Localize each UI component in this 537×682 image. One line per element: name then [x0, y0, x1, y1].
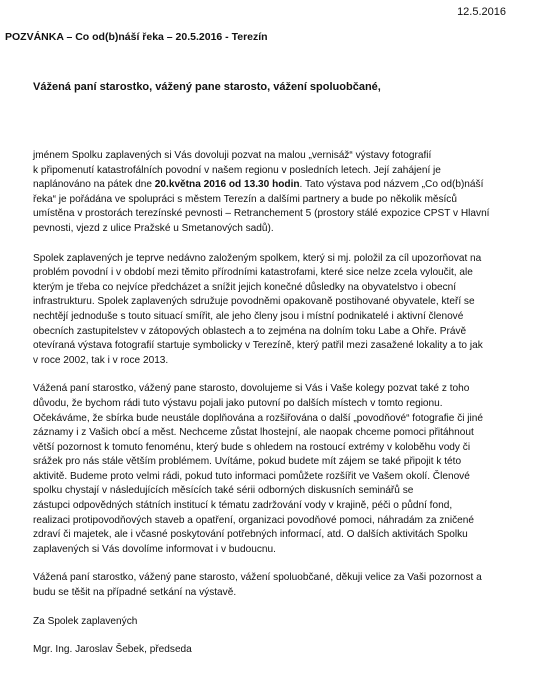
letter-date: 12.5.2016 [457, 6, 506, 18]
text-line: budu se těšit na případné setkání na výstavě. [33, 587, 237, 599]
text-line: zástupci odpovědných státních institucí k tématu zadržování vody v krajině, péči o půdní fond, [33, 500, 453, 512]
text-line: srážek pro nás stále větším problémem. Uvítáme, pokud budete mít zájem se také připojit k této [33, 456, 462, 468]
text-segment: . Tato výstava pod názvem „Co od(b)náší [299, 179, 484, 191]
text-line: zdraví či majetek, ale i včasné poskytování potřebných informací, atd. O dalších aktivitách Spolku [33, 529, 468, 541]
text-line: nechtějí jednoduše s touto situací smířit, ale jeho členy jsou i místní podnikatelé i aktivní členové [33, 310, 464, 322]
event-date-highlight: 20.května 2016 od 13.30 hodin [154, 179, 300, 191]
paragraph-about-association [33, 252, 511, 369]
text-line: v roce 2002, tak i v roce 2013. [33, 354, 169, 366]
closing-organization [33, 615, 511, 630]
paragraph-thanks [33, 571, 511, 600]
text-line: větší pozornost k tomuto fenoménu, který bude s ohledem na rostoucí extrémy v koloběhu vody či [33, 441, 471, 453]
text-line [33, 178, 511, 193]
text-line: realizaci protipovodňových staveb a opatření, organizaci povodňové pomoci, náhradám za zničené [33, 514, 475, 526]
paragraph-invitation [33, 149, 511, 237]
text-segment: řeka [33, 193, 53, 205]
text-line: spolku chystají v následujících měsících také sérii odborných diskusních seminářů se [33, 485, 414, 497]
text-line: aktivitě. Budeme proto velmi rádi, pokud tuto informaci pomůžete rozšířit ve Vašem okolí. Členové [33, 470, 470, 482]
text-line: Očekáváme, že sbírka bude neustále doplňována a rozšiřována o další „povodňové“ fotografie či jiné [33, 412, 483, 424]
text-line: umístěna v prostorách terezínské pevnosti – Retranchement 5 (prostory stálé expozice CPST v Hlavní [33, 208, 490, 220]
text-line: problém povodní i v období mezi těmito přírodními katastrofami, které sice nelze zcela vyloučit, ale [33, 267, 473, 279]
text-line [33, 193, 511, 208]
text-line: jménem Spolku zaplavených si Vás dovoluji pozvat na malou „vernisáž“ výstavy fotografií [33, 150, 432, 161]
text-line: Vážená paní starostko, vážený pane starosto, dovolujeme si Vás i Vaše kolegy pozvat také z toho [33, 383, 470, 395]
text-line: Vážená paní starostko, vážený pane starosto, vážení spoluobčané, děkuji velice za Vaši pozornost a [33, 572, 482, 584]
paragraph-traveling-exhibition [33, 382, 511, 557]
text-line: infrastrukturu. Spolek zaplavených sdružuje povodněmi opakovaně postihované obyvatele, kteří se [33, 296, 475, 308]
text-line: kterým je třeba co nejvíce předcházet a snížit jejich konečné důsledky na obyvatelstvo i obecní [33, 281, 457, 293]
letter-subject: POZVÁNKA – Co od(b)náší řeka – 20.5.2016 - Terezín [5, 31, 268, 43]
text-line: Mgr. Ing. Jaroslav Šebek, předseda [33, 644, 192, 656]
text-line: pevnosti, vjezd z ulice Pražské u Smetanových sadů). [33, 222, 274, 234]
text-line: obecních zastupitelstev v zátopových oblastech a to zejména na dolním toku Labe a Ohře. Právě [33, 325, 467, 337]
text-line: Spolek zaplavených je teprve nedávno založeným spolkem, který si mj. položil za cíl upozorňovat na [33, 252, 482, 264]
salutation: Vážená paní starostko, vážený pane starosto, vážení spoluobčané, [33, 81, 381, 93]
letter-body [33, 149, 511, 672]
text-segment: naplánováno na pátek dne [33, 179, 155, 191]
signature-name [33, 643, 511, 658]
text-line: otevíraná výstava fotografií startuje symbolicky v Terezíně, který patřil mezi zasažené lokality a to jak [33, 340, 483, 352]
text-line: záznamy i z Vašich obcí a měst. Nechceme zůstat lhostejní, ale naopak chceme pomoci přitáhnout [33, 427, 474, 439]
text-line: Za Spolek zaplavených [33, 615, 138, 627]
text-line: zaplavených si Vás dovolíme informovat i v budoucnu. [33, 543, 276, 555]
text-line: důvodu, že bychom rádi tuto výstavu pojali jako putovní po dalších místech v tomto regionu. [33, 397, 443, 409]
text-line: k připomenutí katastrofálních povodní v našem regionu v posledních letech. Její zahájení je [33, 164, 441, 176]
text-segment: “ je pořádána ve spolupráci s městem Terezín a dalšími partnery a bude po několik měsíců [52, 193, 457, 205]
